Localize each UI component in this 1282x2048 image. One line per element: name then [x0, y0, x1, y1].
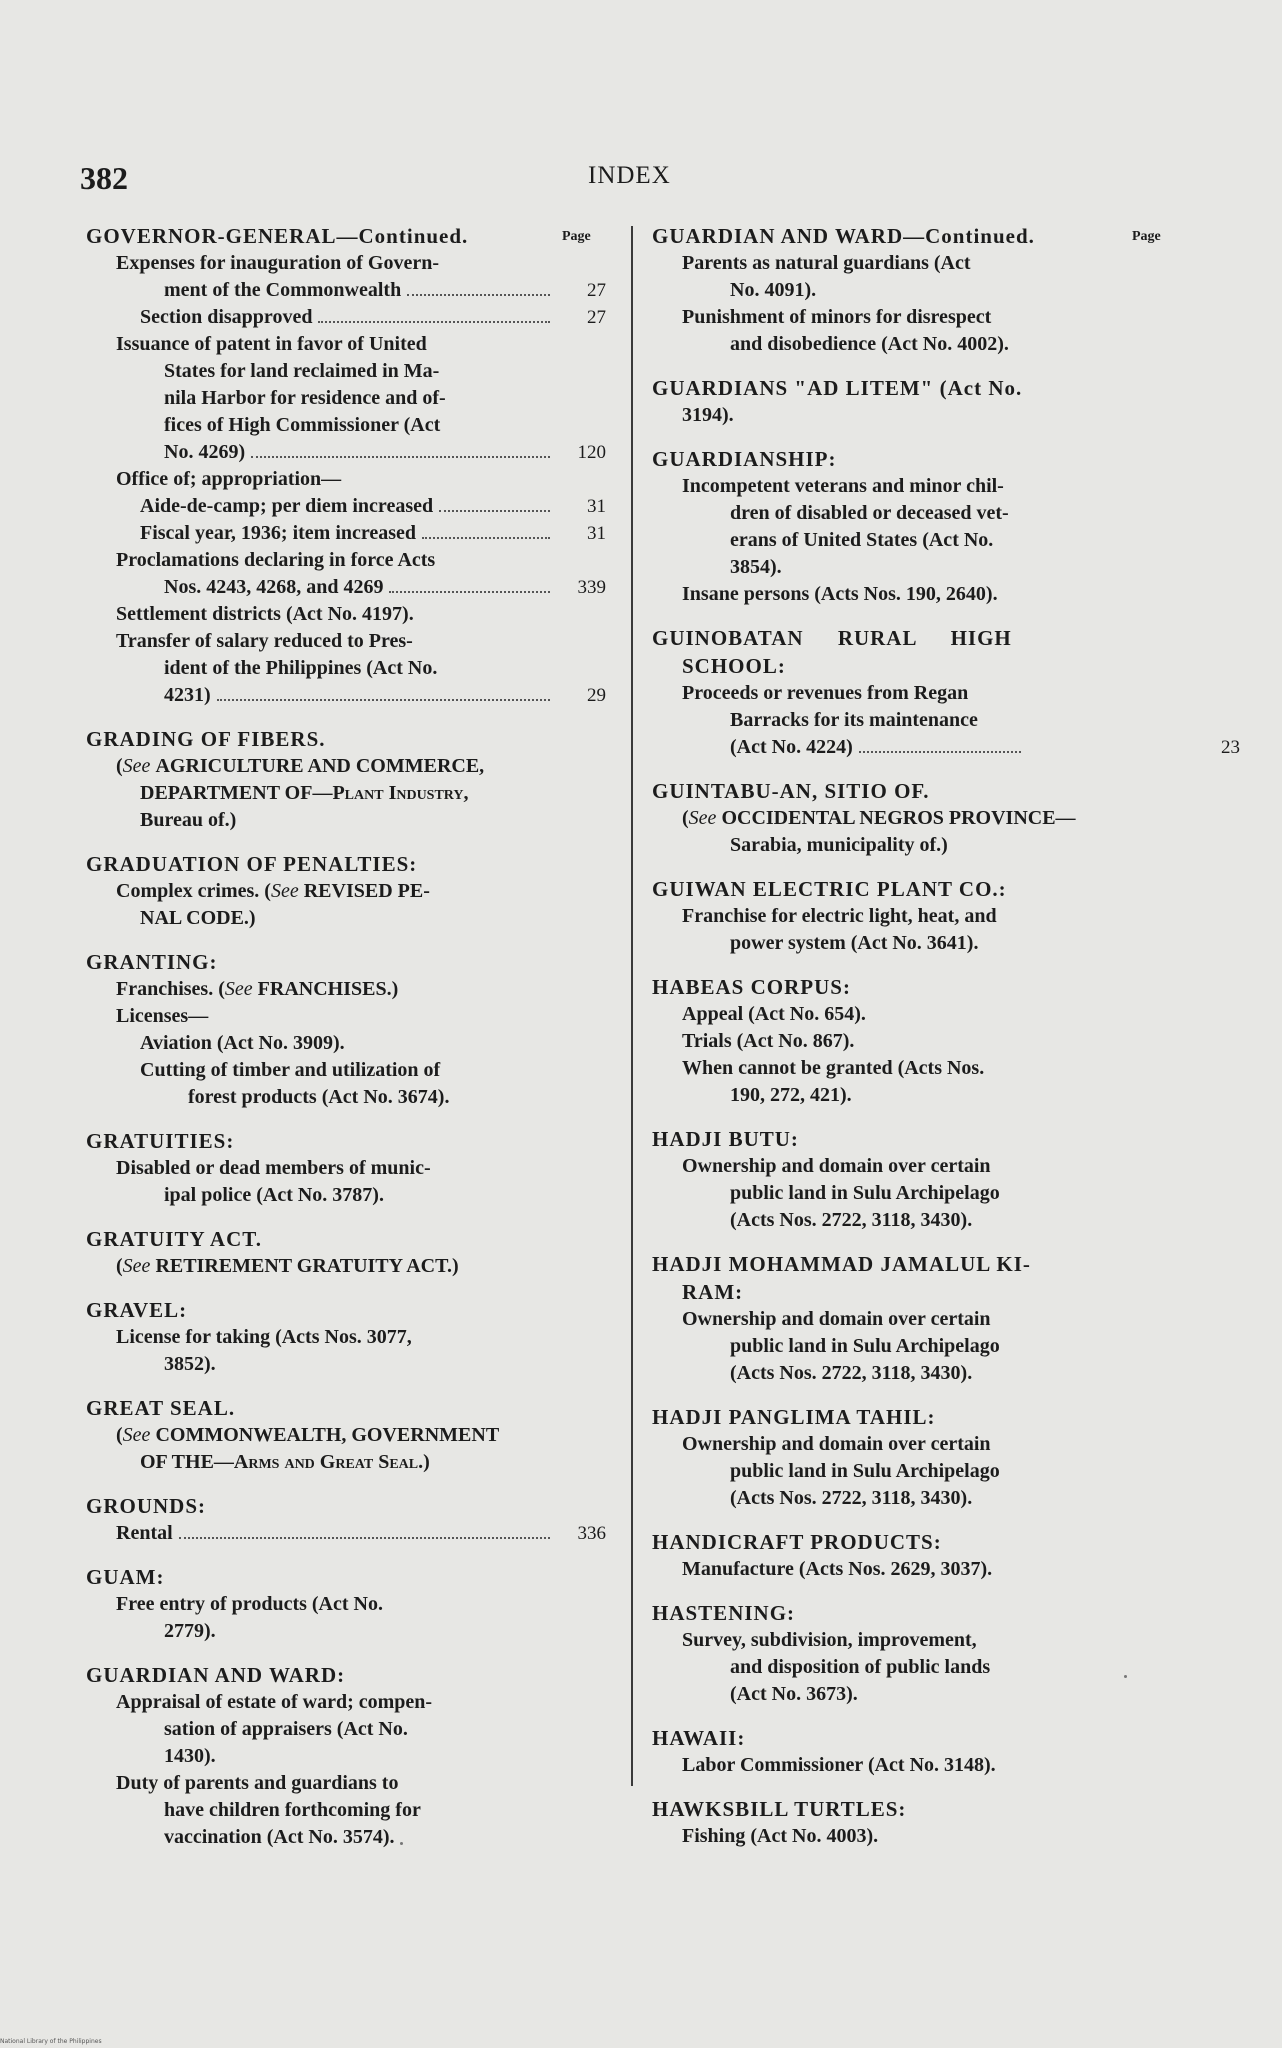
subentry: dren of disabled or deceased vet- [730, 502, 1009, 524]
leader-dots [318, 321, 550, 323]
page-ref: 23 [1221, 737, 1240, 758]
entry-heading-continued: RAM: [682, 1280, 744, 1304]
index-entry [652, 1724, 1162, 1779]
subentry: Duty of parents and guardians to [116, 1772, 399, 1794]
subentry: Issuance of patent in favor of United [116, 333, 427, 355]
subentry: erans of United States (Act No. [730, 529, 994, 551]
entry-heading: HADJI BUTU: [652, 1127, 799, 1151]
subentry: (Act No. 4224) 23 [652, 734, 1240, 761]
index-entry [86, 850, 606, 932]
index-entry [652, 374, 1162, 429]
entry-heading: GRAVEL: [86, 1298, 188, 1322]
index-entry [652, 222, 1162, 358]
subentry: Proclamations declaring in force Acts [116, 549, 436, 571]
entry-heading: HAWKSBILL TURTLES: [652, 1797, 907, 1821]
subentry: Barracks for its maintenance [730, 709, 978, 731]
subentry: ipal police (Act No. 3787). [164, 1184, 384, 1206]
index-entry [86, 1127, 606, 1209]
entry-heading: GUARDIANSHIP: [652, 447, 837, 471]
subentry: Expenses for inauguration of Govern- [116, 252, 439, 274]
subentry: 3194). [682, 404, 734, 426]
subentry: Complex crimes. (See REVISED PE- [116, 880, 430, 902]
subentry: Cutting of timber and utilization of [140, 1059, 441, 1081]
page-ref: 29 [587, 685, 606, 706]
cross-reference: (See AGRICULTURE AND COMMERCE, [116, 755, 485, 777]
subentry: Proceeds or revenues from Regan [682, 682, 969, 704]
subentry: Fiscal year, 1936; item increased 31 [86, 520, 606, 547]
subentry: Transfer of salary reduced to Pres- [116, 630, 413, 652]
subentry: Ownership and domain over certain [682, 1308, 991, 1330]
subentry: and disobedience (Act No. 4002). [730, 333, 1009, 355]
entry-heading: HAWAII: [652, 1726, 746, 1750]
subentry: (Acts Nos. 2722, 3118, 3430). [730, 1209, 973, 1231]
subentry: Nos. 4243, 4268, and 4269 339 [86, 574, 606, 601]
index-entry [652, 1599, 1162, 1708]
entry-heading: GUINTABU-AN, SITIO OF. [652, 779, 930, 803]
leader-dots [859, 751, 1022, 753]
index-entry [652, 1403, 1162, 1512]
subentry: NAL CODE.) [140, 907, 256, 929]
index-entry [86, 948, 606, 1111]
subentry: Ownership and domain over certain [682, 1155, 991, 1177]
subentry: Rental 336 [86, 1520, 606, 1547]
subentry: License for taking (Acts Nos. 3077, [116, 1326, 412, 1348]
cross-reference: DEPARTMENT OF—Plant Industry, [140, 782, 469, 804]
subentry: public land in Sulu Archipelago [730, 1335, 1000, 1357]
entry-heading: GUIWAN ELECTRIC PLANT CO.: [652, 877, 1007, 901]
index-entry [86, 1492, 606, 1547]
subentry: 2779). [164, 1620, 216, 1642]
entry-heading: HADJI PANGLIMA TAHIL: [652, 1405, 936, 1429]
page-ref: 120 [577, 442, 606, 463]
right-column [652, 222, 1240, 1866]
entry-heading: GRATUITIES: [86, 1129, 235, 1153]
subentry: Franchises. (See FRANCHISES.) [116, 978, 399, 1000]
leader-dots [407, 294, 550, 296]
entry-heading: GUAM: [86, 1565, 165, 1589]
index-entry [86, 725, 606, 834]
scan-footer: National Library of the Philippines [0, 2038, 102, 2045]
entry-heading: GRADING OF FIBERS. [86, 727, 326, 751]
subentry: fices of High Commissioner (Act [164, 414, 441, 436]
subentry: Settlement districts (Act No. 4197). [116, 603, 414, 625]
subentry: vaccination (Act No. 3574). [164, 1826, 395, 1848]
cross-reference: Sarabia, municipality of.) [730, 834, 948, 856]
entry-heading: HASTENING: [652, 1601, 796, 1625]
subentry: Labor Commissioner (Act No. 3148). [682, 1754, 996, 1776]
subentry: Parents as natural guardians (Act [682, 252, 971, 274]
subentry: public land in Sulu Archipelago [730, 1182, 1000, 1204]
entry-heading-continued: SCHOOL: [682, 654, 786, 678]
left-column-page-label: Page [562, 229, 591, 244]
subentry: States for land reclaimed in Ma- [164, 360, 440, 382]
page-ref: 27 [587, 307, 606, 328]
scan-speck [1124, 1675, 1127, 1678]
leader-dots [422, 537, 550, 539]
index-entry [652, 875, 1162, 957]
entry-heading: GRADUATION OF PENALTIES: [86, 852, 418, 876]
entry-heading: GROUNDS: [86, 1494, 207, 1518]
entry-heading: GUINOBATAN RURAL HIGH [652, 626, 1012, 650]
subentry: nila Harbor for residence and of- [164, 387, 446, 409]
entry-heading: GUARDIAN AND WARD: [86, 1663, 346, 1687]
subentry: (Acts Nos. 2722, 3118, 3430). [730, 1362, 973, 1384]
index-entry [86, 1563, 606, 1645]
subentry: Fishing (Act No. 4003). [682, 1825, 879, 1847]
subentry: Appraisal of estate of ward; compen- [116, 1691, 433, 1713]
right-column-page-label: Page [1132, 229, 1161, 244]
subentry: Office of; appropriation— [116, 468, 342, 490]
leader-dots [439, 510, 550, 512]
entry-heading: GUARDIANS "AD LITEM" (Act No. [652, 376, 1023, 400]
index-entry [86, 1394, 606, 1476]
subentry: have children forthcoming for [164, 1799, 421, 1821]
entry-heading: GRANTING: [86, 950, 218, 974]
subentry: 190, 272, 421). [730, 1084, 852, 1106]
page-ref: 27 [587, 280, 606, 301]
cross-reference: OF THE—Arms and Great Seal.) [140, 1451, 430, 1473]
subentry: forest products (Act No. 3674). [188, 1086, 450, 1108]
subentry: 3852). [164, 1353, 216, 1375]
cross-reference: (See RETIREMENT GRATUITY ACT.) [116, 1255, 459, 1277]
subentry: Disabled or dead members of munic- [116, 1157, 431, 1179]
subentry: No. 4269) 120 [86, 439, 606, 466]
entry-heading: HABEAS CORPUS: [652, 975, 851, 999]
subentry: 4231) 29 [86, 682, 606, 709]
left-column [86, 222, 606, 1867]
page-ref: 31 [587, 523, 606, 544]
subentry: Franchise for electric light, heat, and [682, 905, 997, 927]
index-entry [652, 1528, 1162, 1583]
subentry: 1430). [164, 1745, 216, 1767]
subentry: When cannot be granted (Acts Nos. [682, 1057, 985, 1079]
index-entry [652, 1795, 1162, 1850]
subentry: power system (Act No. 3641). [730, 932, 979, 954]
index-entry [652, 624, 1240, 761]
subentry: public land in Sulu Archipelago [730, 1460, 1000, 1482]
leader-dots [251, 456, 550, 458]
index-entry [86, 1661, 606, 1851]
index-entry [86, 1225, 606, 1280]
entry-heading: GREAT SEAL. [86, 1396, 236, 1420]
subentry: Trials (Act No. 867). [682, 1030, 855, 1052]
page-ref: 31 [587, 496, 606, 517]
index-entry [86, 222, 606, 709]
subentry: Survey, subdivision, improvement, [682, 1629, 977, 1651]
page-number: 382 [80, 160, 128, 196]
subentry: sation of appraisers (Act No. [164, 1718, 408, 1740]
entry-heading: HANDICRAFT PRODUCTS: [652, 1530, 942, 1554]
entry-heading: HADJI MOHAMMAD JAMALUL KI- [652, 1252, 1031, 1276]
running-head: INDEX [588, 162, 671, 189]
scan-speck [400, 1842, 403, 1845]
leader-dots [217, 699, 550, 701]
leader-dots [389, 591, 550, 593]
entry-heading: GRATUITY ACT. [86, 1227, 262, 1251]
subentry: 3854). [730, 556, 782, 578]
index-entry [652, 1250, 1162, 1387]
subentry: Punishment of minors for disrespect [682, 306, 992, 328]
index-entry [86, 1296, 606, 1378]
cross-reference: Bureau of.) [140, 809, 237, 831]
subentry: Free entry of products (Act No. [116, 1593, 383, 1615]
index-entry [652, 1125, 1162, 1234]
index-entry [652, 973, 1162, 1109]
index-entry [652, 445, 1162, 608]
subentry: Licenses— [116, 1005, 209, 1027]
subentry: Incompetent veterans and minor chil- [682, 475, 1004, 497]
subentry: Insane persons (Acts Nos. 190, 2640). [682, 583, 998, 605]
subentry: Ownership and domain over certain [682, 1433, 991, 1455]
subentry: and disposition of public lands [730, 1656, 991, 1678]
subentry: Aviation (Act No. 3909). [140, 1032, 345, 1054]
subentry: Appeal (Act No. 654). [682, 1003, 866, 1025]
leader-dots [179, 1537, 550, 1539]
entry-heading: GUARDIAN AND WARD—Continued. [652, 224, 1035, 248]
cross-reference: (See OCCIDENTAL NEGROS PROVINCE— [682, 807, 1076, 829]
subentry: Manufacture (Acts Nos. 2629, 3037). [682, 1558, 993, 1580]
subentry: ident of the Philippines (Act No. [164, 657, 438, 679]
column-divider [631, 226, 633, 1786]
subentry: Aide-de-camp; per diem increased 31 [86, 493, 606, 520]
index-entry [652, 777, 1162, 859]
page-ref: 339 [577, 577, 606, 598]
entry-heading: GOVERNOR-GENERAL—Continued. [86, 224, 469, 248]
subentry: No. 4091). [730, 279, 817, 301]
subentry: (Acts Nos. 2722, 3118, 3430). [730, 1487, 973, 1509]
page-ref: 336 [577, 1523, 606, 1544]
subentry: ment of the Commonwealth 27 [86, 277, 606, 304]
cross-reference: (See COMMONWEALTH, GOVERNMENT [116, 1424, 500, 1446]
subentry: (Act No. 3673). [730, 1683, 858, 1705]
subentry: Section disapproved 27 [86, 304, 606, 331]
